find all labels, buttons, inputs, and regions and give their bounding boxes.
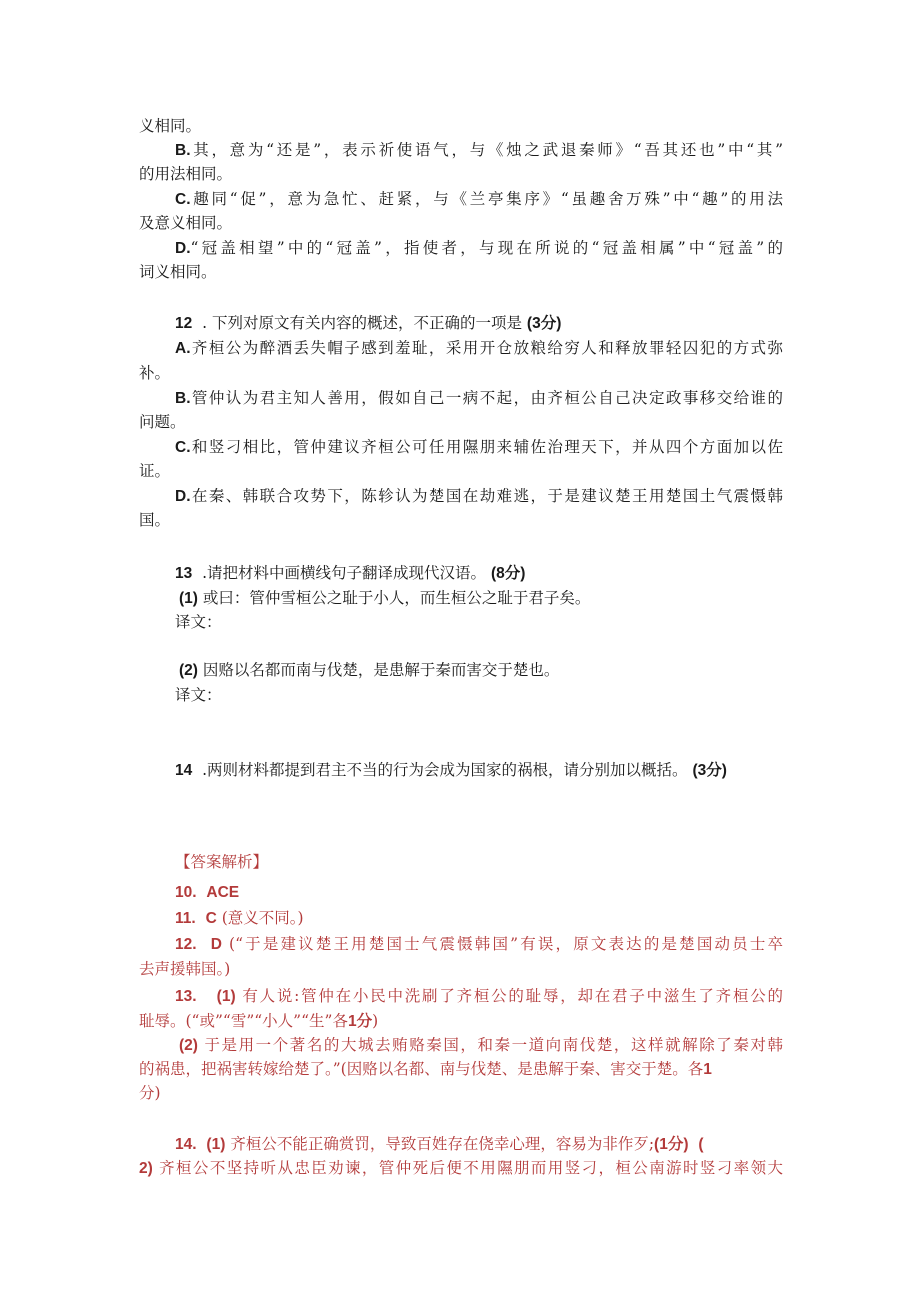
q11-a-continuation: 义相同。 — [139, 117, 202, 135]
q11-option-b: B.其，意为“还是”，表示祈使语气，与《烛之武退秦师》“吾其还也”中“其” — [175, 141, 783, 159]
q12-option-b: B.管仲认为君主知人善用，假如自己一病不起，由齐桓公自己决定政事移交给谁的 — [175, 389, 783, 407]
answer-13-part-1-cont: 耻辱。(“或”“雪”“小人”“生”各1分) — [139, 1012, 379, 1030]
q12-option-a-cont: 补。 — [139, 364, 171, 382]
answers-heading: 【答案解析】 — [175, 853, 269, 871]
q13-translation-1-label: 译文： — [175, 613, 222, 631]
question-number: 14 — [175, 762, 193, 779]
score: (3分) — [526, 315, 562, 332]
option-label: C. — [175, 191, 191, 208]
option-label: B. — [175, 390, 191, 407]
question-number: 12 — [175, 315, 193, 332]
q12-option-c: C.和竖刁相比，管仲建议齐桓公可任用隰朋来辅佐治理天下，并从四个方面加以佐 — [175, 438, 783, 456]
option-label: A. — [175, 340, 191, 357]
answer-14-part-2: 2) 齐桓公不坚持听从忠臣劝谏，管仲死后便不用隰朋而用竖刁，桓公南游时竖刁率领大 — [139, 1159, 783, 1177]
q12-option-c-cont: 证。 — [139, 462, 171, 480]
answer-14-part-1: 14. (1) 齐桓公不能正确赏罚，导致百姓存在侥幸心理，容易为非作歹;(1分) ( — [175, 1135, 704, 1153]
answer-10: 10. ACE — [175, 884, 240, 901]
answer-13-part-2-end: 分) — [139, 1084, 161, 1102]
answer-13-part-1: 13. (1) 有人说:管仲在小民中洗刷了齐桓公的耻辱，却在君子中滋生了齐桓公的 — [175, 987, 783, 1005]
q11-option-b-cont: 的用法相同。 — [139, 165, 233, 183]
q14-stem: 14 .两则材料都提到君主不当的行为会成为国家的祸根，请分别加以概括。 (3分) — [175, 761, 727, 779]
option-label: D. — [175, 240, 191, 257]
score: (8分) — [490, 565, 526, 582]
q11-option-d-cont: 词义相同。 — [139, 263, 217, 281]
q12-option-b-cont: 问题。 — [139, 413, 186, 431]
q13-translation-2-label: 译文： — [175, 686, 222, 704]
answer-12: 12. D (“于是建议楚王用楚国士气震慑韩国”有误，原文表达的是楚国动员士卒 — [175, 935, 783, 953]
score: (3分) — [692, 762, 727, 779]
answer-13-part-2-cont: 的祸患，把祸害转嫁给楚了。”(因赂以名都、南与伐楚、是患解于秦、害交于楚。各1 — [139, 1060, 712, 1078]
answer-13-part-2: (2) 于是用一个著名的大城去贿赂秦国，和秦一道向南伐楚，这样就解除了秦对韩 — [179, 1036, 783, 1054]
question-number: 13 — [175, 565, 193, 582]
answer-12-cont: 去声援韩国。) — [139, 960, 231, 978]
q13-sentence-2: (2) 因赂以名都而南与伐楚，是患解于秦而害交于楚也。 — [179, 661, 560, 679]
q11-option-c: C.趣同“促”，意为急忙、赶紧，与《兰亭集序》“虽趣舍万殊”中“趣”的用法 — [175, 190, 783, 208]
q12-option-d: D.在秦、韩联合攻势下，陈轸认为楚国在劫难逃，于是建议楚王用楚国土气震慑韩 — [175, 487, 783, 505]
option-label: D. — [175, 488, 191, 505]
q13-sentence-1: (1) 或曰：管仲雪桓公之耻于小人，而生桓公之耻于君子矣。 — [179, 589, 591, 607]
q13-stem: 13 .请把材料中画横线句子翻译成现代汉语。 (8分) — [175, 564, 526, 582]
q12-option-a: A.齐桓公为醉酒丢失帽子感到羞耻，采用开仓放粮给穷人和释放罪轻囚犯的方式弥 — [175, 339, 783, 357]
q11-option-d: D.“冠盖相望”中的“冠盖”，指使者，与现在所说的“冠盖相属”中“冠盖”的 — [175, 239, 783, 257]
q11-option-c-cont: 及意义相同。 — [139, 214, 233, 232]
answer-11: 11. C (意义不同。) — [175, 909, 304, 927]
option-label: C. — [175, 439, 191, 456]
option-label: B. — [175, 142, 191, 159]
q12-option-d-cont: 国。 — [139, 511, 171, 529]
q12-stem: 12 . 下列对原文有关内容的概述，不正确的一项是 (3分) — [175, 314, 562, 332]
